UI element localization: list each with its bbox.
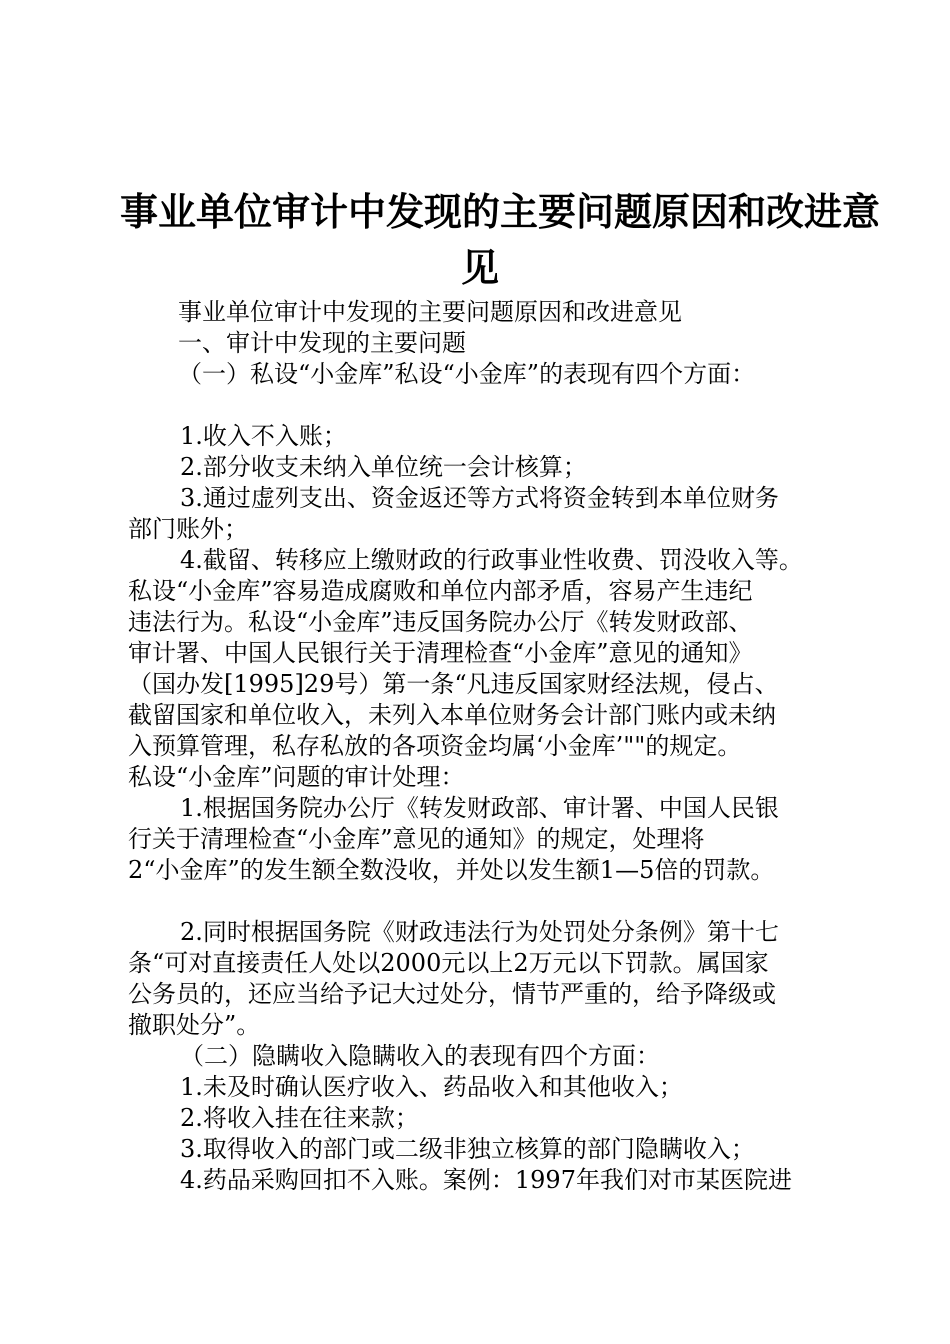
body-line: （国办发[1995]29号）第一条“凡违反国家财经法规，侵占、 bbox=[128, 670, 779, 698]
body-line: 审计署、中国人民银行关于清理检查“小金库”意见的通知》 bbox=[128, 639, 753, 667]
body-line: 3.取得收入的部门或二级非独立核算的部门隐瞒收入； bbox=[180, 1135, 755, 1163]
body-line: 1.根据国务院办公厅《转发财政部、审计署、中国人民银 bbox=[180, 794, 779, 822]
document-title-line-2: 见 bbox=[460, 246, 499, 290]
body-line: 公务员的，还应当给予记大过处分，情节严重的，给予降级或 bbox=[128, 980, 776, 1008]
body-line: 私设“小金库”容易造成腐败和单位内部矛盾，容易产生违纪 bbox=[128, 577, 753, 605]
document-title-line-1: 事业单位审计中发现的主要问题原因和改进意 bbox=[120, 190, 881, 234]
document-body bbox=[128, 297, 848, 1196]
body-line: 行关于清理检查“小金库”意见的通知》的规定，处理将 bbox=[128, 825, 705, 853]
blank-line bbox=[128, 886, 848, 917]
body-line: 私设“小金库”问题的审计处理： bbox=[128, 763, 465, 791]
body-line: 1.收入不入账； bbox=[180, 422, 347, 450]
body-line: 撤职处分”。 bbox=[128, 1011, 261, 1039]
body-line: 条“可对直接责任人处以2000元以上2万元以下罚款。属国家 bbox=[128, 949, 769, 977]
body-line: 2“小金库”的发生额全数没收，并处以发生额1—5倍的罚款。 bbox=[128, 856, 775, 884]
body-line: 违法行为。私设“小金库”违反国务院办公厅《转发财政部、 bbox=[128, 608, 753, 636]
body-line: 部门账外； bbox=[128, 515, 248, 543]
body-line: 2.将收入挂在往来款； bbox=[180, 1104, 419, 1132]
body-line: 截留国家和单位收入，未列入本单位财务会计部门账内或未纳 bbox=[128, 701, 776, 729]
body-line: 3.通过虚列支出、资金返还等方式将资金转到本单位财务 bbox=[180, 484, 779, 512]
blank-line bbox=[128, 390, 848, 421]
body-line: （二）隐瞒收入隐瞒收入的表现有四个方面： bbox=[180, 1042, 660, 1070]
body-line: 一、审计中发现的主要问题 bbox=[178, 329, 466, 357]
body-line: 4.截留、转移应上缴财政的行政事业性收费、罚没收入等。 bbox=[180, 546, 803, 574]
body-line: 2.部分收支未纳入单位统一会计核算； bbox=[180, 453, 587, 481]
body-line: 事业单位审计中发现的主要问题原因和改进意见 bbox=[178, 298, 682, 326]
body-line: 入预算管理，私存私放的各项资金均属‘小金库’""的规定。 bbox=[128, 732, 742, 760]
body-line: （一）私设“小金库”私设“小金库”的表现有四个方面： bbox=[178, 360, 756, 388]
body-line: 2.同时根据国务院《财政违法行为处罚处分条例》第十七 bbox=[180, 918, 779, 946]
body-line: 4.药品采购回扣不入账。案例：1997年我们对市某医院进 bbox=[180, 1166, 792, 1194]
body-line: 1.未及时确认医疗收入、药品收入和其他收入； bbox=[180, 1073, 683, 1101]
